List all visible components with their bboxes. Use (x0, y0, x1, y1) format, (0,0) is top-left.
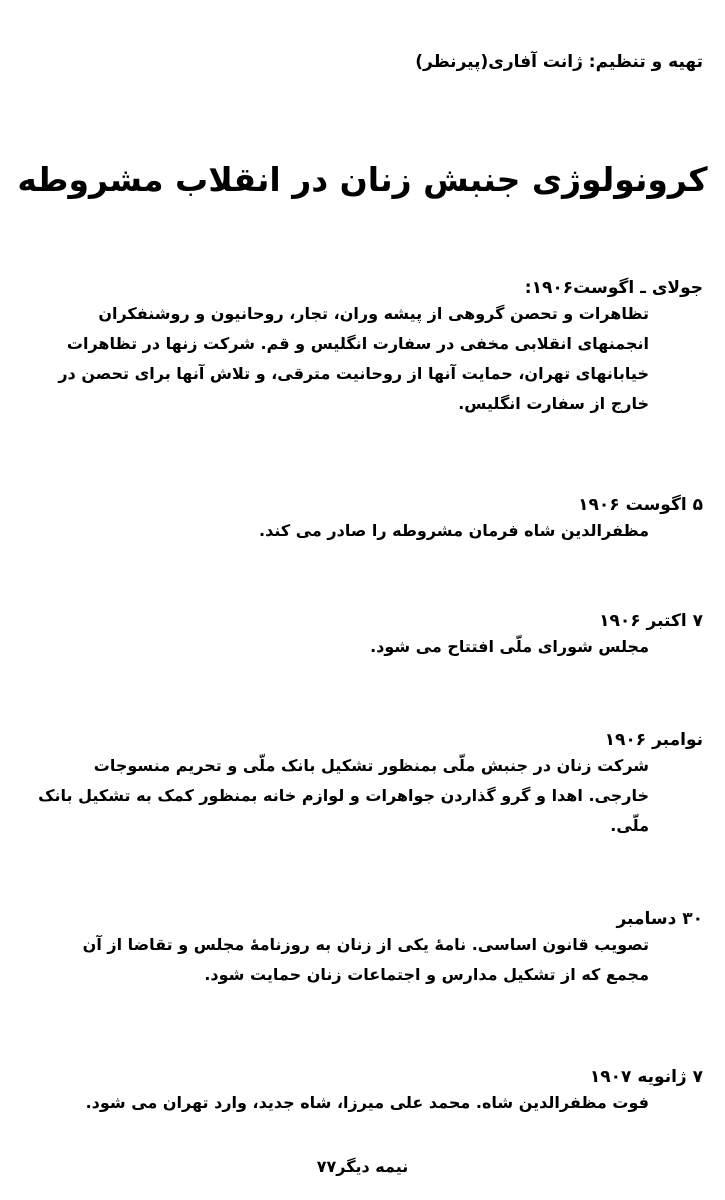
entry-date: ۷ اکتبر ۱۹۰۶ (599, 611, 703, 631)
entry-text-line: تظاهرات و تحصن گروهی از پیشه وران، تجار، روحانیون و روشنفکران (98, 304, 649, 323)
entry-text-line: مظفرالدین شاه فرمان مشروطه را صادر می کند. (259, 521, 649, 540)
entry-text (13, 930, 703, 990)
entry-date: ۷ ژانویه ۱۹۰۷ (589, 1067, 703, 1087)
entry-text (13, 632, 703, 662)
chronology-entry (13, 494, 703, 546)
entry-text-line: خیابانهای تهران، حمایت آنها از روحانیت مترقی، و تلاش آنها برای تحصن در (58, 364, 649, 383)
entry-text-line: مجمع که از تشکیل مدارس و اجتماعات زنان حمایت شود. (204, 965, 649, 984)
entry-text (13, 299, 703, 419)
entry-text-line: ملّی. (610, 816, 649, 835)
chronology-entry (13, 1066, 703, 1118)
entry-text (13, 751, 703, 841)
entry-date: ۵ اگوست ۱۹۰۶ (578, 495, 703, 515)
entry-text-line: خارجی. اهدا و گرو گذاردن جواهرات و لوازم خانه بمنظور کمک به تشکیل بانک (38, 786, 649, 805)
entry-text-line: انجمنهای انقلابی مخفی در سفارت انگلیس و قم. شرکت زنها در تظاهرات (66, 334, 649, 353)
entry-text-line: مجلس شورای ملّی افتتاح می شود. (370, 637, 649, 656)
entry-text-line: شرکت زنان در جنبش ملّی بمنظور تشکیل بانک ملّی و تحریم منسوجات (93, 756, 649, 775)
entry-date: جولای ـ اگوست۱۹۰۶: (524, 278, 703, 298)
chronology-entry (13, 610, 703, 662)
entry-text-line: تصویب قانون اساسی. نامهٔ یکی از زنان به روزنامهٔ مجلس و تقاضا از آن (82, 935, 649, 954)
author-credit: تهیه و تنظیم: ژانت آفاری(پیرنظر) (415, 52, 703, 72)
chronology-entry (13, 908, 703, 990)
entry-text (13, 1088, 703, 1118)
chronology-entry (13, 277, 703, 419)
entry-date: ۳۰ دسامبر (616, 909, 703, 929)
page-title: کرونولوژی جنبش زنان در انقلاب مشروطه (17, 160, 708, 199)
chronology-entry (13, 729, 703, 841)
entry-text-line: فوت مظفرالدین شاه. محمد علی میرزا، شاه جدید، وارد تهران می شود. (85, 1093, 649, 1112)
entry-text (13, 516, 703, 546)
entry-text-line: خارج از سفارت انگلیس. (458, 394, 649, 413)
entry-date: نوامبر ۱۹۰۶ (604, 730, 703, 750)
page-footer: نیمه دیگر۷۷ (316, 1157, 409, 1176)
